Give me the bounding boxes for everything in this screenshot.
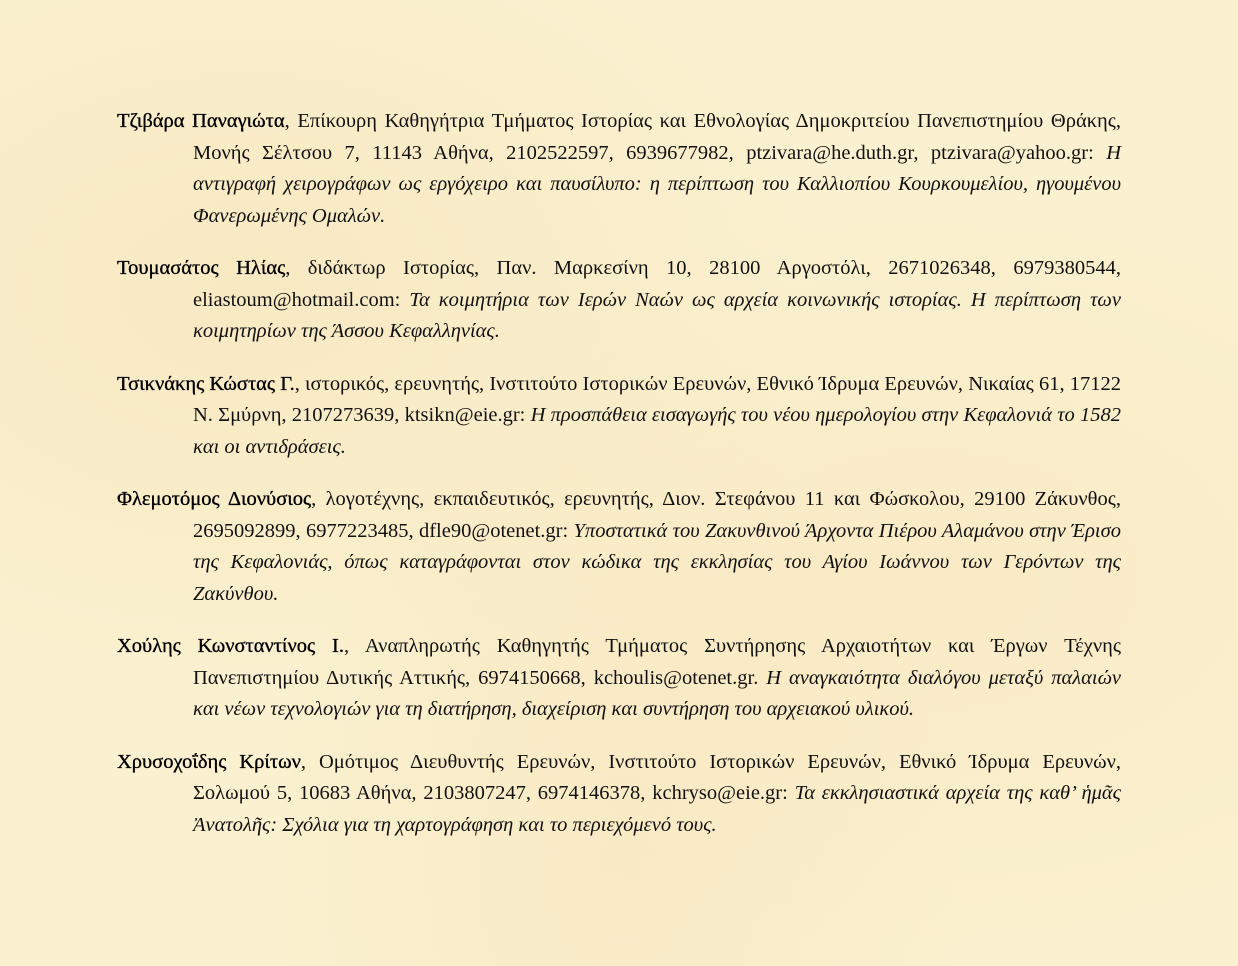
paper-title: Τα εκκλησιαστικά αρχεία της καθ’ ἡμᾶς Ἀνατολῆς: Σχόλια για τη χαρτογράφηση και το περιεχόμενό τους. — [193, 782, 1121, 836]
list-item — [117, 631, 1121, 726]
contributor-name: Φλεμοτόμος Διονύσιος — [117, 488, 312, 510]
contributor-name: Τζιβάρα Παναγιώτα — [117, 110, 285, 132]
contributor-details: , λογοτέχνης, εκπαιδευτικός, ερευνητής, Διον. Στεφάνου 11 και Φώσκολου, 29100 Ζάκυνθος, 2695092899, 6977223485, dfle90@otenet.gr: — [193, 488, 1121, 542]
contributor-name: Τουμασάτος Ηλίας — [117, 257, 286, 279]
contributor-details: , Ομότιμος Διευθυντής Ερευνών, Ινστιτούτο Ιστορικών Ερευνών, Εθνικό Ίδρυμα Ερευνών, Σολωμού 5, 10683 Αθήνα, 2103807247, 6974146378, kchryso@eie.gr: — [193, 750, 1121, 804]
paper-title: Τα κοιμητήρια των Ιερών Ναών ως αρχεία κοινωνικής ιστορίας. Η περίπτωση των κοιμητηρίων της Άσσου Κεφαλληνίας. — [193, 288, 1121, 342]
contributor-name: Χρυσοχοΐδης Κρίτων — [117, 750, 301, 773]
paper-title: Η αναγκαιότητα διαλόγου μεταξύ παλαιών και νέων τεχνολογιών για τη διατήρηση, διαχείριση και συντήρηση του αρχειακού υλικού. — [193, 666, 1121, 720]
list-item — [117, 484, 1121, 610]
list-item — [117, 106, 1121, 232]
contributor-details: , Αναπληρωτής Καθηγητής Τμήματος Συντήρησης Αρχαιοτήτων και Έργων Τέχνης Πανεπιστημίου Δυτικής Αττικής, 6974150668, kchoulis@otenet.gr. — [193, 635, 1122, 689]
contributor-details: , διδάκτωρ Ιστορίας, Παν. Μαρκεσίνη 10, 28100 Αργοστόλι, 2671026348, 6979380544, eliastoum@hotmail.com: — [193, 257, 1121, 311]
contributor-list — [117, 106, 1121, 862]
paper-title: Η αντιγραφή χειρογράφων ως εργόχειρο και παυσίλυπο: η περίπτωση του Καλλιοπίου Κουρκουμελίου, ηγουμένου Φανερωμένης Ομαλών. — [193, 141, 1121, 227]
contributor-details: , ιστορικός, ερευνητής, Ινστιτούτο Ιστορικών Ερευνών, Εθνικό Ίδρυμα Ερευνών, Νικαίας 61, 17122 Ν. Σμύρνη, 2107273639, ktsikn@eie.gr: — [193, 372, 1121, 426]
contributor-name: Τσικνάκης Κώστας Γ. — [117, 372, 295, 395]
paper-title: Υποστατικά του Ζακυνθινού Άρχοντα Πιέρου Αλαμάνου στην Έρισο της Κεφαλονιάς, όπως καταγράφονται στον κώδικα της εκκλησίας του Αγίου Ιωάννου των Γερόντων της Ζακύνθου. — [193, 519, 1121, 605]
list-item — [117, 747, 1121, 842]
contributor-name: Χούλης Κωνσταντίνος Ι. — [117, 635, 345, 657]
contributor-details: , Επίκουρη Καθηγήτρια Τμήματος Ιστορίας και Εθνολογίας Δημοκριτείου Πανεπιστημίου Θράκης, Μονής Σέλτσου 7, 11143 Αθήνα, 2102522597, 6939677982, ptzivara@he.duth.gr, ptzivara@yahoo.gr: — [193, 110, 1121, 164]
list-item — [117, 253, 1121, 348]
list-item — [117, 369, 1121, 464]
paper-title: Η προσπάθεια εισαγωγής του νέου ημερολογίου στην Κεφαλονιά το 1582 και οι αντιδράσεις. — [193, 404, 1121, 458]
